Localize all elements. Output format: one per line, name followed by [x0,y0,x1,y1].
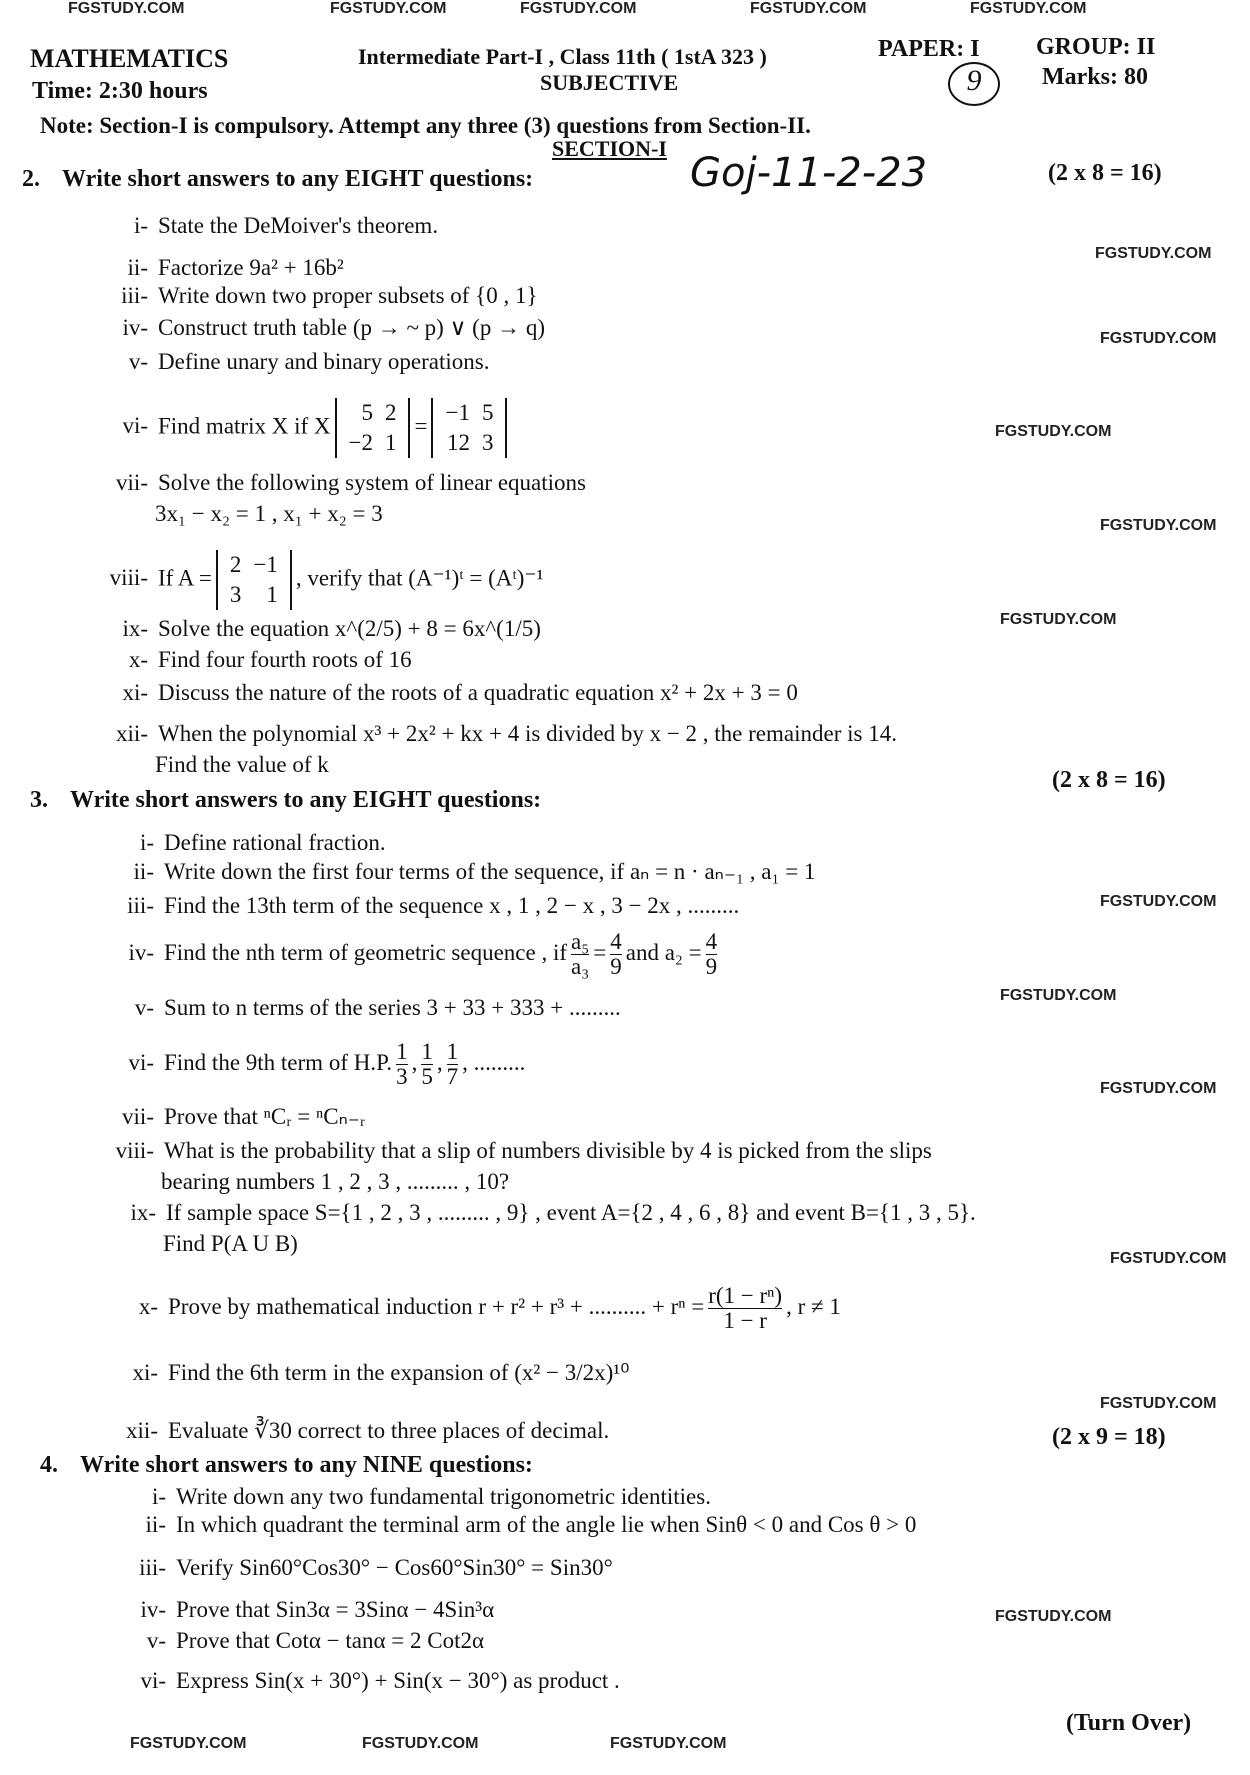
matrix-entry: −1 [445,400,470,425]
watermark-text: FGSTUDY.COM [750,0,867,17]
matrix-entry: 3 [229,582,242,607]
fraction [396,1040,408,1089]
item-number: ii- [145,1512,166,1537]
item-number: vi- [128,1049,154,1075]
watermark-text: FGSTUDY.COM [362,1735,479,1752]
denominator: a₃ [571,954,590,979]
numerator: r(1 − rⁿ) [708,1283,783,1308]
question-item [106,1668,620,1694]
question-title: Write short answers to any NINE questions: [80,1452,533,1478]
question-item [88,315,545,341]
question-item [98,1284,841,1333]
matrix-entry: −2 [348,430,373,455]
question-item [106,1512,916,1538]
item-text: Factorize 9a² + 16b² [158,255,344,280]
item-text: In which quadrant the terminal arm of the angle lie when Sinθ < 0 and Cos θ > 0 [176,1512,917,1537]
denominator: 1 − r [723,1308,767,1333]
matrix-entry: 2 [229,552,242,577]
turn-over-label: (Turn Over) [1066,1710,1192,1736]
subject-title: MATHEMATICS [30,44,229,73]
item-number: iv- [128,939,154,965]
question-title: Write short answers to any EIGHT questions: [62,166,534,192]
item-number: v- [128,349,148,374]
item-text: Sum to n terms of the series 3 + 33 + 333 + ......... [164,995,621,1020]
matrix-entry: 5 [481,400,494,425]
numerator: 1 [396,1039,408,1064]
item-text: Find matrix X if X [158,413,331,439]
denominator: 7 [446,1064,459,1089]
item-text: Find the 13th term of the sequence x , 1 , 2 − x , 3 − 2x , ......... [164,893,740,918]
question-heading-q3 [30,787,541,814]
question-item [98,1418,609,1444]
denominator: 5 [421,1064,433,1089]
question-item [88,616,541,642]
matrix-entry: 2 [384,400,397,425]
question-item [106,1484,711,1510]
item-text: What is the probability that a slip of numbers divisible by 4 is picked from the slips [164,1138,932,1163]
item-text: If A = [158,565,212,591]
item-text: Write down the first four terms of the sequence, if aₙ = n · aₙ₋₁ , a₁ = 1 [164,859,816,884]
watermark-text: FGSTUDY.COM [1100,1080,1217,1097]
question-item [88,470,586,496]
denominator: 9 [705,954,718,979]
question-number: 2. [22,166,40,192]
item-number: vii- [122,1104,154,1129]
item-number: x- [128,647,148,672]
item-text: If sample space S={1 , 2 , 3 , ......... , 9} , event A={2 , 4 , 6 , 8} and event B={1 , 3 , 5}. [166,1200,976,1225]
question-item [94,930,721,979]
item-number: xii- [126,1418,158,1443]
item-text: Construct truth table (p → ~ p) ∨ (p → q) [158,315,545,340]
matrix [431,398,507,458]
watermark-text: FGSTUDY.COM [1000,987,1117,1004]
matrix-column [445,398,469,458]
comma: , [411,1049,418,1075]
watermark-text: FGSTUDY.COM [970,0,1087,17]
matrix-entry: 1 [266,582,278,607]
item-text: Prove that Sin3α = 3Sinα − 4Sin³α [176,1597,495,1622]
fraction [421,1040,433,1089]
watermark-text: FGSTUDY.COM [130,1735,247,1752]
numerator: 4 [610,929,622,954]
watermark-text: FGSTUDY.COM [1000,611,1117,628]
note-text: Note: Section-I is compulsory. Attempt any three (3) questions from Section-II. [40,113,811,138]
item-continuation: Find the value of k [155,752,329,777]
item-text: Prove that Cotα − tanα = 2 Cot2α [176,1628,485,1653]
item-number: v- [146,1628,166,1653]
item-number: iii- [139,1555,166,1580]
watermark-text: FGSTUDY.COM [1095,245,1212,262]
time-label: Time: 2:30 hours [32,78,208,104]
item-text: = [593,939,607,965]
question-item [94,830,386,856]
question-item [88,283,538,309]
watermark-text: FGSTUDY.COM [68,0,185,17]
watermark-text: FGSTUDY.COM [1100,1395,1217,1412]
fraction [708,1284,782,1333]
item-text: State the DeMoiver's theorem. [158,213,439,238]
item-text: Prove by mathematical induction r + r² + r³ + .......... + rⁿ = [168,1293,705,1319]
subjective-label: SUBJECTIVE [540,70,679,95]
question-item [106,1597,494,1623]
fraction [610,930,622,979]
group-label: GROUP: II [1036,34,1156,60]
watermark-text: FGSTUDY.COM [610,1735,727,1752]
question-title: Write short answers to any EIGHT questions: [70,787,542,813]
item-text: Define rational fraction. [164,830,386,855]
matrix [216,550,292,610]
question-number: 3. [30,787,48,813]
watermark-text: FGSTUDY.COM [995,423,1112,440]
item-number: vi- [122,413,148,439]
numerator: 1 [421,1039,433,1064]
item-text: Find the 9th term of H.P. [164,1049,393,1075]
matrix-column [482,398,494,458]
item-continuation: Find P(A U B) [163,1231,298,1256]
numerator: 1 [446,1039,459,1064]
item-text: , [436,1049,443,1075]
class-info: Intermediate Part-I , Class 11th ( 1stA 323 ) [358,44,767,69]
item-number: xii- [116,721,148,746]
item-number: ix- [122,616,148,641]
item-number: ix- [130,1200,156,1225]
question-item [106,1628,484,1654]
question-marks-q4: (2 x 9 = 18) [1052,1424,1166,1450]
matrix [335,398,411,458]
matrix-column [230,550,242,610]
matrix-entry: 5 [361,400,373,425]
matrix-entry: 3 [481,430,494,455]
item-text: Solve the equation x^(2/5) + 8 = 6x^(1/5) [158,616,541,641]
item-text: Find the nth term of geometric sequence , if [164,939,568,965]
fraction [571,930,589,979]
item-text: Evaluate ∛30 correct to three places of decimal. [168,1418,610,1443]
question-heading-q2 [22,166,533,193]
fraction [706,930,718,979]
watermark-text: FGSTUDY.COM [520,0,637,17]
handwritten-date: Goj-11-2-23 [690,150,928,196]
question-item [94,1040,525,1089]
watermark-text: FGSTUDY.COM [1110,1250,1227,1267]
item-text: , verify that (A⁻¹)ᵗ = (Aᵗ)⁻¹ [295,565,544,591]
watermark-text: FGSTUDY.COM [995,1608,1112,1625]
item-text: Express Sin(x + 30°) + Sin(x − 30°) as product . [176,1668,620,1693]
item-text: Write down two proper subsets of {0 , 1} [158,283,538,308]
watermark-text: FGSTUDY.COM [1100,517,1217,534]
item-number: ii- [127,255,148,280]
item-text: Discuss the nature of the roots of a quadratic equation x² + 2x + 3 = 0 [158,680,798,705]
item-text: Write down any two fundamental trigonometric identities. [176,1484,711,1509]
item-number: viii- [115,1138,154,1163]
item-number: vii- [116,470,148,495]
item-number: iv- [140,1597,166,1622]
item-text: , ......... [462,1049,526,1075]
item-text: , r ≠ 1 [786,1293,841,1319]
item-continuation: 3x₁ − x₂ = 1 , x₁ + x₂ = 3 [155,501,383,526]
item-number: vi- [140,1668,166,1693]
item-number: viii- [109,565,148,591]
matrix-entry: 1 [384,430,397,455]
denominator: 3 [396,1064,408,1089]
item-number: iii- [121,283,148,308]
watermark-text: FGSTUDY.COM [1100,893,1217,910]
paper-number-circle: 9 [948,62,1000,106]
item-number: i- [139,830,154,855]
item-text: Verify Sin60°Cos30° − Cos60°Sin30° = Sin30° [176,1555,613,1580]
question-item [94,1104,365,1130]
item-number: xi- [132,1360,158,1385]
item-number: i- [151,1484,166,1509]
question-item [88,398,511,458]
matrix-column [253,550,277,610]
question-item [94,995,621,1021]
item-number: ii- [133,859,154,884]
question-heading-q4 [40,1452,533,1479]
numerator: 4 [705,929,718,954]
item-text: Find the 6th term in the expansion of (x² − 3/2x)¹⁰ [168,1360,630,1385]
item-number: iii- [127,893,154,918]
item-number: xi- [122,680,148,705]
question-item [88,647,412,673]
marks-label: Marks: 80 [1042,64,1148,90]
question-marks-q2: (2 x 8 = 16) [1048,160,1162,186]
question-number: 4. [40,1452,58,1478]
section-heading: SECTION-I [552,136,667,161]
question-item [88,255,344,281]
matrix-column [385,398,397,458]
question-item [94,893,739,919]
question-marks-q3: (2 x 8 = 16) [1052,767,1166,793]
paper-label: PAPER: I [878,36,980,62]
item-number: x- [138,1293,158,1319]
question-item [94,859,815,885]
question-item [88,213,438,239]
item-continuation: bearing numbers 1 , 2 , 3 , ......... , 10? [161,1169,510,1194]
item-text: Solve the following system of linear equations [158,470,586,495]
question-item [94,1138,932,1164]
question-item [106,1555,613,1581]
item-text: Prove that ⁿCᵣ = ⁿCₙ₋ᵣ [164,1104,366,1129]
item-number: i- [133,213,148,238]
question-item [88,680,798,706]
question-item [88,550,543,610]
item-text: and a₂ = [625,939,702,965]
question-item [98,1360,629,1386]
matrix-column [349,398,373,458]
fraction [447,1040,459,1089]
item-text: Find four fourth roots of 16 [158,647,412,672]
question-item [96,1200,976,1226]
question-item [88,721,897,747]
watermark-text: FGSTUDY.COM [1100,330,1217,347]
item-text: Define unary and binary operations. [158,349,490,374]
matrix-entry: 12 [446,430,470,455]
item-text: When the polynomial x³ + 2x² + kx + 4 is divided by x − 2 , the remainder is 14. [158,721,897,746]
item-number: iv- [122,315,148,340]
item-number: v- [134,995,154,1020]
equals-sign: = [414,413,428,439]
question-item [88,349,489,375]
matrix-entry: −1 [253,552,278,577]
denominator: 9 [610,954,622,979]
watermark-text: FGSTUDY.COM [330,0,447,17]
numerator: a₅ [571,929,590,954]
